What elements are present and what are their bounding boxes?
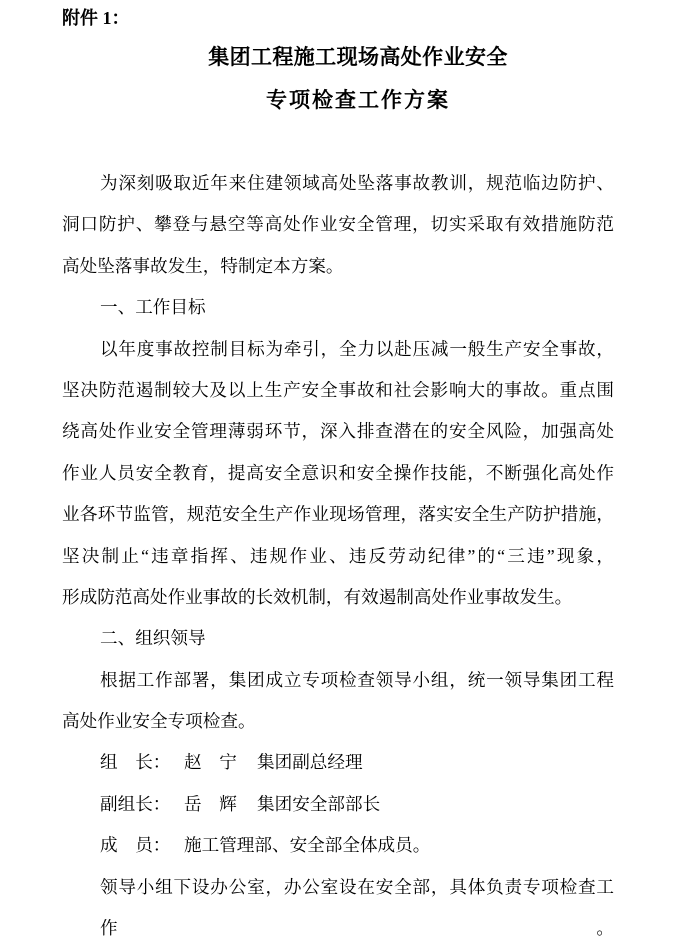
member-name: 赵 宁 bbox=[184, 752, 237, 773]
section-heading-goals: 一、工作目标 bbox=[100, 297, 206, 318]
member-row-deputy-leader bbox=[62, 784, 614, 825]
document-body bbox=[62, 163, 614, 939]
section1-line: 作业人员安全教育，提高安全意识和安全操作技能，不断强化高处作 bbox=[62, 462, 614, 483]
member-position: 集团安全部部长 bbox=[257, 793, 381, 814]
section1-line: 业各环节监管，规范安全生产作业现场管理，落实安全生产防护措施， bbox=[62, 504, 614, 525]
member-row-members bbox=[62, 825, 614, 866]
intro-line: 高处坠落事故发生，特制定本方案。 bbox=[62, 255, 344, 276]
section1-line: 坚决防范遏制较大及以上生产安全事故和社会影响大的事故。重点围 bbox=[62, 379, 614, 400]
attachment-label: 附件 1： bbox=[62, 8, 130, 28]
member-name: 岳 辉 bbox=[184, 793, 237, 814]
section2-line: 高处作业安全专项检查。 bbox=[62, 711, 256, 732]
intro-line: 洞口防护、攀登与悬空等高处作业安全管理，切实采取有效措施防范 bbox=[62, 214, 614, 235]
member-role: 成 员： bbox=[100, 835, 171, 856]
section1-line: 绕高处作业安全管理薄弱环节，深入排查潜在的安全风险，加强高处 bbox=[62, 421, 614, 442]
section2-line: 根据工作部署，集团成立专项检查领导小组，统一领导集团工程 bbox=[100, 669, 614, 690]
member-row-leader bbox=[62, 742, 614, 783]
intro-line: 为深刻吸取近年来住建领域高处坠落事故教训，规范临边防护、 bbox=[100, 173, 614, 193]
member-position: 集团副总经理 bbox=[257, 752, 363, 773]
member-name: 施工管理部、安全部全体成员。 bbox=[184, 835, 431, 856]
section1-line: 坚决制止“违章指挥、违规作业、违反劳动纪律”的“三违”现象， bbox=[62, 545, 614, 566]
document-title-line-1: 集团工程施工现场高处作业安全 bbox=[208, 45, 508, 69]
member-role: 副组长： bbox=[100, 793, 171, 814]
section1-line: 以年度事故控制目标为牵引，全力以赴压减一般生产安全事故， bbox=[100, 338, 614, 359]
member-role: 组 长： bbox=[100, 752, 171, 773]
document-title-line-2: 专项检查工作方案 bbox=[266, 88, 450, 112]
section1-line: 形成防范高处作业事故的长效机制，有效遏制高处作业事故发生。 bbox=[62, 586, 573, 607]
section-heading-leadership: 二、组织领导 bbox=[100, 628, 206, 649]
office-note: 领导小组下设办公室，办公室设在安全部，具体负责专项检查工作。 bbox=[100, 876, 614, 939]
